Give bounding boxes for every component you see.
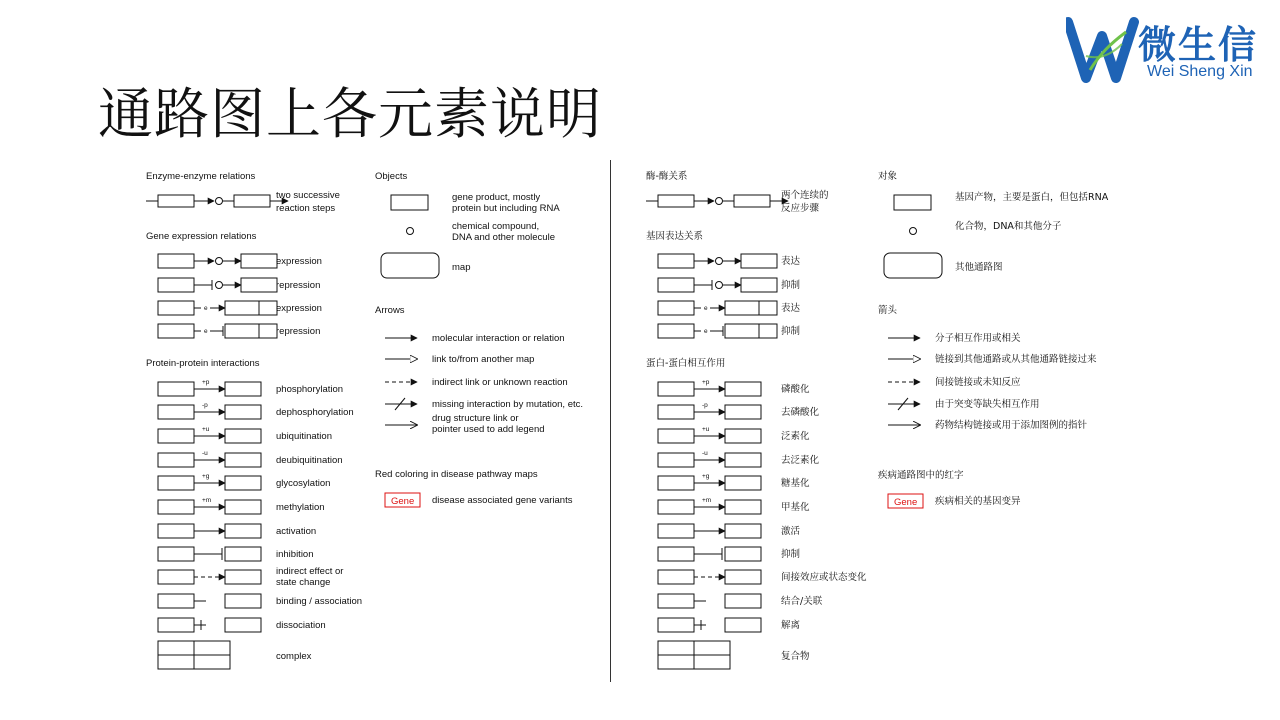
protein-label: 结合/关联: [781, 596, 823, 607]
protein-label: glycosylation: [276, 478, 331, 489]
node-box: [225, 524, 261, 538]
node-box: [725, 301, 759, 315]
red-coloring-label: disease associated gene variants: [432, 495, 573, 506]
object-label: 基因产物，主要是蛋白，但包括RNA: [955, 192, 1109, 203]
protein-label: 糖基化: [781, 478, 810, 489]
arrow-label-line: drug structure link or: [432, 413, 519, 424]
protein-label: 复合物: [781, 651, 810, 662]
node-box: [725, 453, 761, 467]
complex-box: [194, 655, 230, 669]
node-box: [225, 547, 261, 561]
enzyme-label: 反应步骤: [781, 203, 820, 214]
modification-label: +g: [702, 473, 710, 480]
compound-circle: [716, 198, 723, 205]
node-box: [658, 301, 694, 315]
protein-label: 解离: [781, 620, 801, 631]
node-box: [225, 476, 261, 490]
modification-label: -p: [702, 402, 708, 409]
compound-circle: [216, 198, 223, 205]
node-box: [225, 453, 261, 467]
node-box: [658, 570, 694, 584]
object-label-line: DNA and other molecule: [452, 232, 555, 243]
node-box: [158, 195, 194, 207]
node-box: [158, 570, 194, 584]
node-box: [725, 429, 761, 443]
node-box: [225, 500, 261, 514]
object-label-line: gene product, mostly: [452, 192, 541, 203]
protein-label: dephosphorylation: [276, 407, 354, 418]
node-box: [158, 594, 194, 608]
node-box: [658, 405, 694, 419]
modification-label: -u: [202, 450, 208, 457]
node-box: [658, 278, 694, 292]
expression-e-label: e: [704, 305, 708, 312]
arrow-label: 药物结构链接或用于添加图例的指针: [935, 420, 1088, 431]
arrow-label: link to/from another map: [432, 354, 535, 365]
enzyme-heading: 酶-酶关系: [646, 171, 688, 182]
node-box: [725, 618, 761, 632]
protein-label-line: state change: [276, 577, 331, 588]
node-box: [741, 254, 777, 268]
object-label: 化合物，DNA和其他分子: [955, 221, 1062, 232]
node-box: [225, 301, 259, 315]
complex-box: [194, 641, 230, 655]
gene-expression-label: repression: [276, 280, 321, 291]
object-label: [452, 221, 555, 243]
modification-label: +u: [202, 426, 210, 433]
node-box: [158, 254, 194, 268]
node-box: [158, 324, 194, 338]
node-box: [725, 547, 761, 561]
node-box: [241, 254, 277, 268]
modification-label: +m: [702, 497, 712, 504]
node-box: [158, 405, 194, 419]
node-box: [158, 476, 194, 490]
node-box: [158, 547, 194, 561]
chinese-legend: [646, 170, 1109, 669]
node-box: [158, 500, 194, 514]
protein-heading: Protein-protein interactions: [146, 358, 260, 369]
arrow-label: 链接到其他通路或从其他通路链接过来: [935, 354, 1097, 365]
red-coloring-heading: 疾病通路图中的红字: [878, 470, 964, 481]
node-box: [158, 301, 194, 315]
modification-label: +p: [702, 379, 710, 386]
protein-label: 磷酸化: [781, 384, 810, 395]
node-box: [658, 524, 694, 538]
node-box: [158, 429, 194, 443]
gene-variant-label: Gene: [894, 497, 918, 508]
node-box: [725, 382, 761, 396]
node-box: [734, 195, 770, 207]
arrow-label: 间接链接或未知反应: [935, 377, 1021, 388]
node-box: [725, 476, 761, 490]
enzyme-label: two successive: [276, 190, 340, 201]
node-box: [225, 570, 261, 584]
protein-label: 间接效应或状态变化: [781, 572, 867, 583]
node-box: [158, 618, 194, 632]
protein-label-line: indirect effect or: [276, 566, 344, 577]
compound-circle: [216, 258, 223, 265]
arrow-label: molecular interaction or relation: [432, 333, 565, 344]
complex-box: [158, 655, 194, 669]
chemical-circle: [910, 228, 917, 235]
protein-label: 抑制: [781, 549, 801, 560]
modification-label: +p: [202, 379, 210, 386]
gene-expression-label: 表达: [781, 256, 801, 267]
node-box: [225, 405, 261, 419]
protein-label: 泛素化: [781, 431, 810, 442]
compound-circle: [216, 282, 223, 289]
protein-label: phosphorylation: [276, 384, 344, 395]
node-box: [658, 547, 694, 561]
enzyme-label: reaction steps: [276, 203, 336, 214]
node-box: [225, 324, 259, 338]
protein-heading: 蛋白-蛋白相互作用: [646, 358, 726, 369]
expression-e-label: e: [204, 305, 208, 312]
object-label-line: protein but including RNA: [452, 203, 560, 214]
chemical-circle: [407, 228, 414, 235]
logo-subtitle: Wei Sheng Xin: [1147, 63, 1253, 80]
node-box: [158, 524, 194, 538]
node-box: [725, 500, 761, 514]
node-box: [241, 278, 277, 292]
complex-box: [658, 655, 694, 669]
gene-expression-label: 抑制: [781, 280, 801, 291]
gene-expression-heading: Gene expression relations: [146, 231, 257, 242]
arrows-heading: Arrows: [375, 305, 405, 316]
protein-label: deubiquitination: [276, 455, 343, 466]
object-label: map: [452, 262, 471, 273]
gene-expression-label: expression: [276, 303, 322, 314]
gene-product-box: [391, 195, 428, 210]
protein-label: activation: [276, 526, 317, 537]
complex-box: [694, 641, 730, 655]
map-box: [381, 253, 439, 278]
protein-label: 去磷酸化: [781, 407, 820, 418]
complex-box: [658, 641, 694, 655]
node-box: [725, 324, 759, 338]
node-box: [725, 594, 761, 608]
english-legend: [146, 171, 583, 669]
node-box: [158, 278, 194, 292]
node-box: [234, 195, 270, 207]
node-box: [658, 195, 694, 207]
node-box: [225, 429, 261, 443]
enzyme-heading: Enzyme-enzyme relations: [146, 171, 256, 182]
expression-e-label: e: [704, 328, 708, 335]
arrow-label: indirect link or unknown reaction: [432, 377, 568, 388]
node-box: [658, 254, 694, 268]
arrow-label: 分子相互作用或相关: [935, 333, 1021, 344]
protein-label: [276, 566, 343, 588]
node-box: [225, 594, 261, 608]
compound-circle: [716, 258, 723, 265]
red-coloring-label: 疾病相关的基因变异: [935, 496, 1021, 507]
node-box: [158, 453, 194, 467]
compound-circle: [716, 282, 723, 289]
object-label: 其他通路图: [955, 262, 1003, 273]
object-label: [452, 192, 560, 214]
node-box: [225, 618, 261, 632]
protein-label: 去泛素化: [781, 455, 820, 466]
node-box: [658, 476, 694, 490]
node-box: [658, 382, 694, 396]
arrow-label: missing interaction by mutation, etc.: [432, 399, 584, 410]
gene-product-box: [894, 195, 931, 210]
node-box: [225, 382, 261, 396]
arrow-label: [432, 413, 545, 435]
node-box: [725, 405, 761, 419]
arrow-label-line: pointer used to add legend: [432, 424, 545, 435]
node-box: [658, 453, 694, 467]
protein-label: dissociation: [276, 620, 326, 631]
modification-label: -u: [702, 450, 708, 457]
node-box: [158, 382, 194, 396]
arrows-heading: 箭头: [878, 305, 898, 316]
node-box: [725, 524, 761, 538]
complex-box: [694, 655, 730, 669]
gene-expression-label: 表达: [781, 303, 801, 314]
protein-label: ubiquitination: [276, 431, 332, 442]
objects-heading: Objects: [375, 171, 408, 182]
node-box: [658, 594, 694, 608]
modification-label: +g: [202, 473, 210, 480]
objects-heading: 对象: [878, 171, 898, 182]
gene-variant-label: Gene: [391, 496, 415, 507]
protein-label: inhibition: [276, 549, 314, 560]
object-label-line: chemical compound,: [452, 221, 540, 232]
modification-label: +u: [702, 426, 710, 433]
logo-name: 微生信: [1138, 23, 1259, 67]
expression-e-label: e: [204, 328, 208, 335]
node-box: [658, 429, 694, 443]
enzyme-label: 两个连续的: [781, 190, 829, 201]
protein-label: complex: [276, 651, 312, 662]
node-box: [725, 570, 761, 584]
protein-label: binding / association: [276, 596, 363, 607]
node-box: [658, 618, 694, 632]
page-title: 通路图上各元素说明: [98, 82, 603, 146]
map-box: [884, 253, 942, 278]
gene-expression-label: repression: [276, 326, 321, 337]
gene-expression-label: 抑制: [781, 326, 801, 337]
protein-label: 激活: [781, 526, 801, 537]
arrow-label: 由于突变等缺失相互作用: [935, 399, 1040, 410]
node-box: [741, 278, 777, 292]
gene-expression-heading: 基因表达关系: [646, 231, 704, 242]
node-box: [658, 324, 694, 338]
modification-label: -p: [202, 402, 208, 409]
gene-expression-label: expression: [276, 256, 322, 267]
node-box: [658, 500, 694, 514]
modification-label: +m: [202, 497, 212, 504]
protein-label: methylation: [276, 502, 325, 513]
red-coloring-heading: Red coloring in disease pathway maps: [375, 469, 538, 480]
complex-box: [158, 641, 194, 655]
protein-label: 甲基化: [781, 502, 810, 513]
